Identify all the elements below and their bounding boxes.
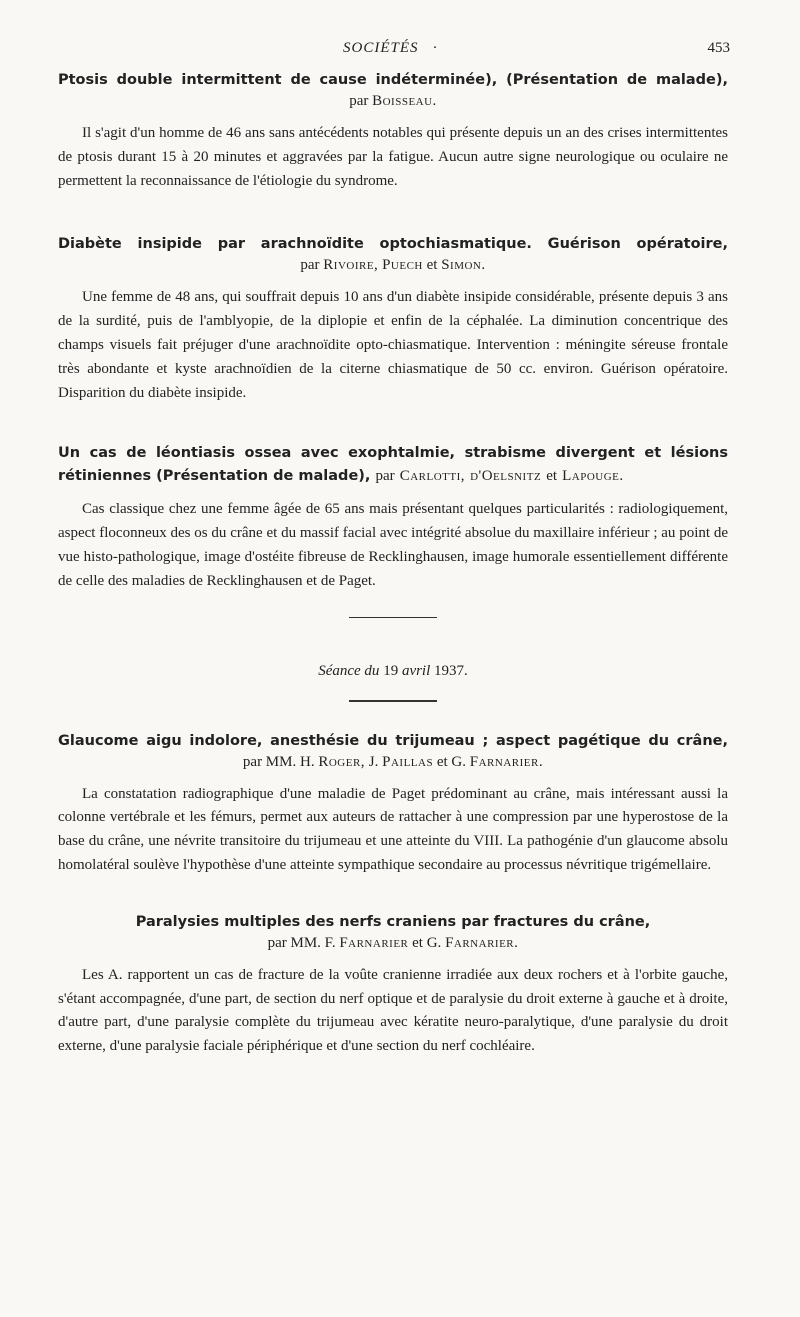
article-abstract: Il s'agit d'un homme de 46 ans sans antécédents notables qui présente depuis un an des crises intermittentes de ptosis durant 15 à 20 minutes et aggravées par la fatigue. Aucun autre signe neurologique ou oculaire ne permettent la reconnaissance de l'étiologie du syndrome.	[58, 125, 728, 189]
article-byline: par Rivoire, Puech et Simon.	[300, 257, 486, 274]
session-heading: Séance du 19 avril 1937.	[318, 663, 468, 680]
separator: ·	[432, 40, 439, 56]
session-divider	[349, 700, 437, 702]
page-number: 453	[707, 40, 730, 56]
article-title: Ptosis double intermittent de cause indéterminée), (Présentation de malade),	[58, 72, 728, 88]
article-glaucome	[58, 731, 728, 878]
article-leontiasis	[58, 443, 728, 593]
article-diabete	[58, 234, 728, 405]
article-title: Paralysies multiples des nerfs craniens par fractures du crâne,	[135, 913, 651, 930]
article-abstract: Une femme de 48 ans, qui souffrait depuis 10 ans d'un diabète insipide considérable, présente depuis 3 ans de la surdité, puis de l'amblyopie, de la diplopie et enfin de la céphalée. La diminution concentrique des champs visuels fait préjuger d'une arachnoïdite opto-chiasmatique. Intervention : méningite séreuse frontale très abondante et kyste arachnoïdien de la citerne chiasmatique de 50 cc. environ. Guérison opératoire. Disparition du diabète insipide.	[58, 289, 728, 401]
running-title: SOCIÉTÉS ·	[343, 40, 439, 56]
article-title-line2: rétiniennes (Présentation de malade), par Carlotti, d'Oelsnitz et Lapouge.	[58, 468, 624, 485]
section-divider	[349, 617, 437, 619]
article-ptosis	[58, 70, 728, 193]
article-byline: par MM. F. Farnarier et G. Farnarier.	[267, 934, 519, 951]
journal-page	[58, 40, 728, 1059]
article-byline: par Boisseau.	[349, 93, 437, 109]
article-title: Glaucome aigu indolore, anesthésie du trijumeau ; aspect pagétique du crâne,	[58, 732, 728, 749]
article-title: Diabète insipide par arachnoïdite optochiasmatique. Guérison opératoire,	[58, 236, 728, 253]
article-abstract: Les A. rapportent un cas de fracture de la voûte cranienne irradiée aux deux rochers et à l'orbite gauche, s'étant accompagnée, d'une part, de section du nerf optique et de paralysie du droit externe à gauche et à droite, d'autre part, d'une paralysie complète du trijumeau avec kératite neuro-paralytique, d'une paralysie du droit externe, d'une paralysie faciale périphérique et d'une section du nerf cochléaire.	[58, 966, 728, 1055]
article-paralysies	[58, 912, 728, 1059]
running-head	[58, 40, 728, 64]
article-byline: par MM. H. Roger, J. Paillas et G. Farnarier.	[242, 753, 544, 770]
article-abstract: La constatation radiographique d'une maladie de Paget prédominant au crâne, mais intéressant aussi la colonne vertébrale et les fémurs, permet aux auteurs de rattacher à une compression par une hyperostose de la base du crâne, une névrite transitoire du trijumeau et une atteinte du VIII. La pathogénie d'un glaucome absolu homolatéral soulève l'hypothèse d'une atteinte sympathique secondaire au processus névritique trigémellaire.	[58, 785, 728, 873]
article-title-line1: Un cas de léontiasis ossea avec exophtalmie, strabisme divergent et lésions	[58, 445, 728, 462]
article-abstract: Cas classique chez une femme âgée de 65 ans mais présentant quelques particularités : radiologiquement, aspect floconneux des os du crâne et du massif facial avec intégrité absolue du maxillaire inférieur ; au point de vue histo-pathologique, image d'ostéite fibreuse de Recklinghausen, image humorale essentiellement différente de celle des maladies de Recklinghausen et de Paget.	[58, 501, 728, 589]
